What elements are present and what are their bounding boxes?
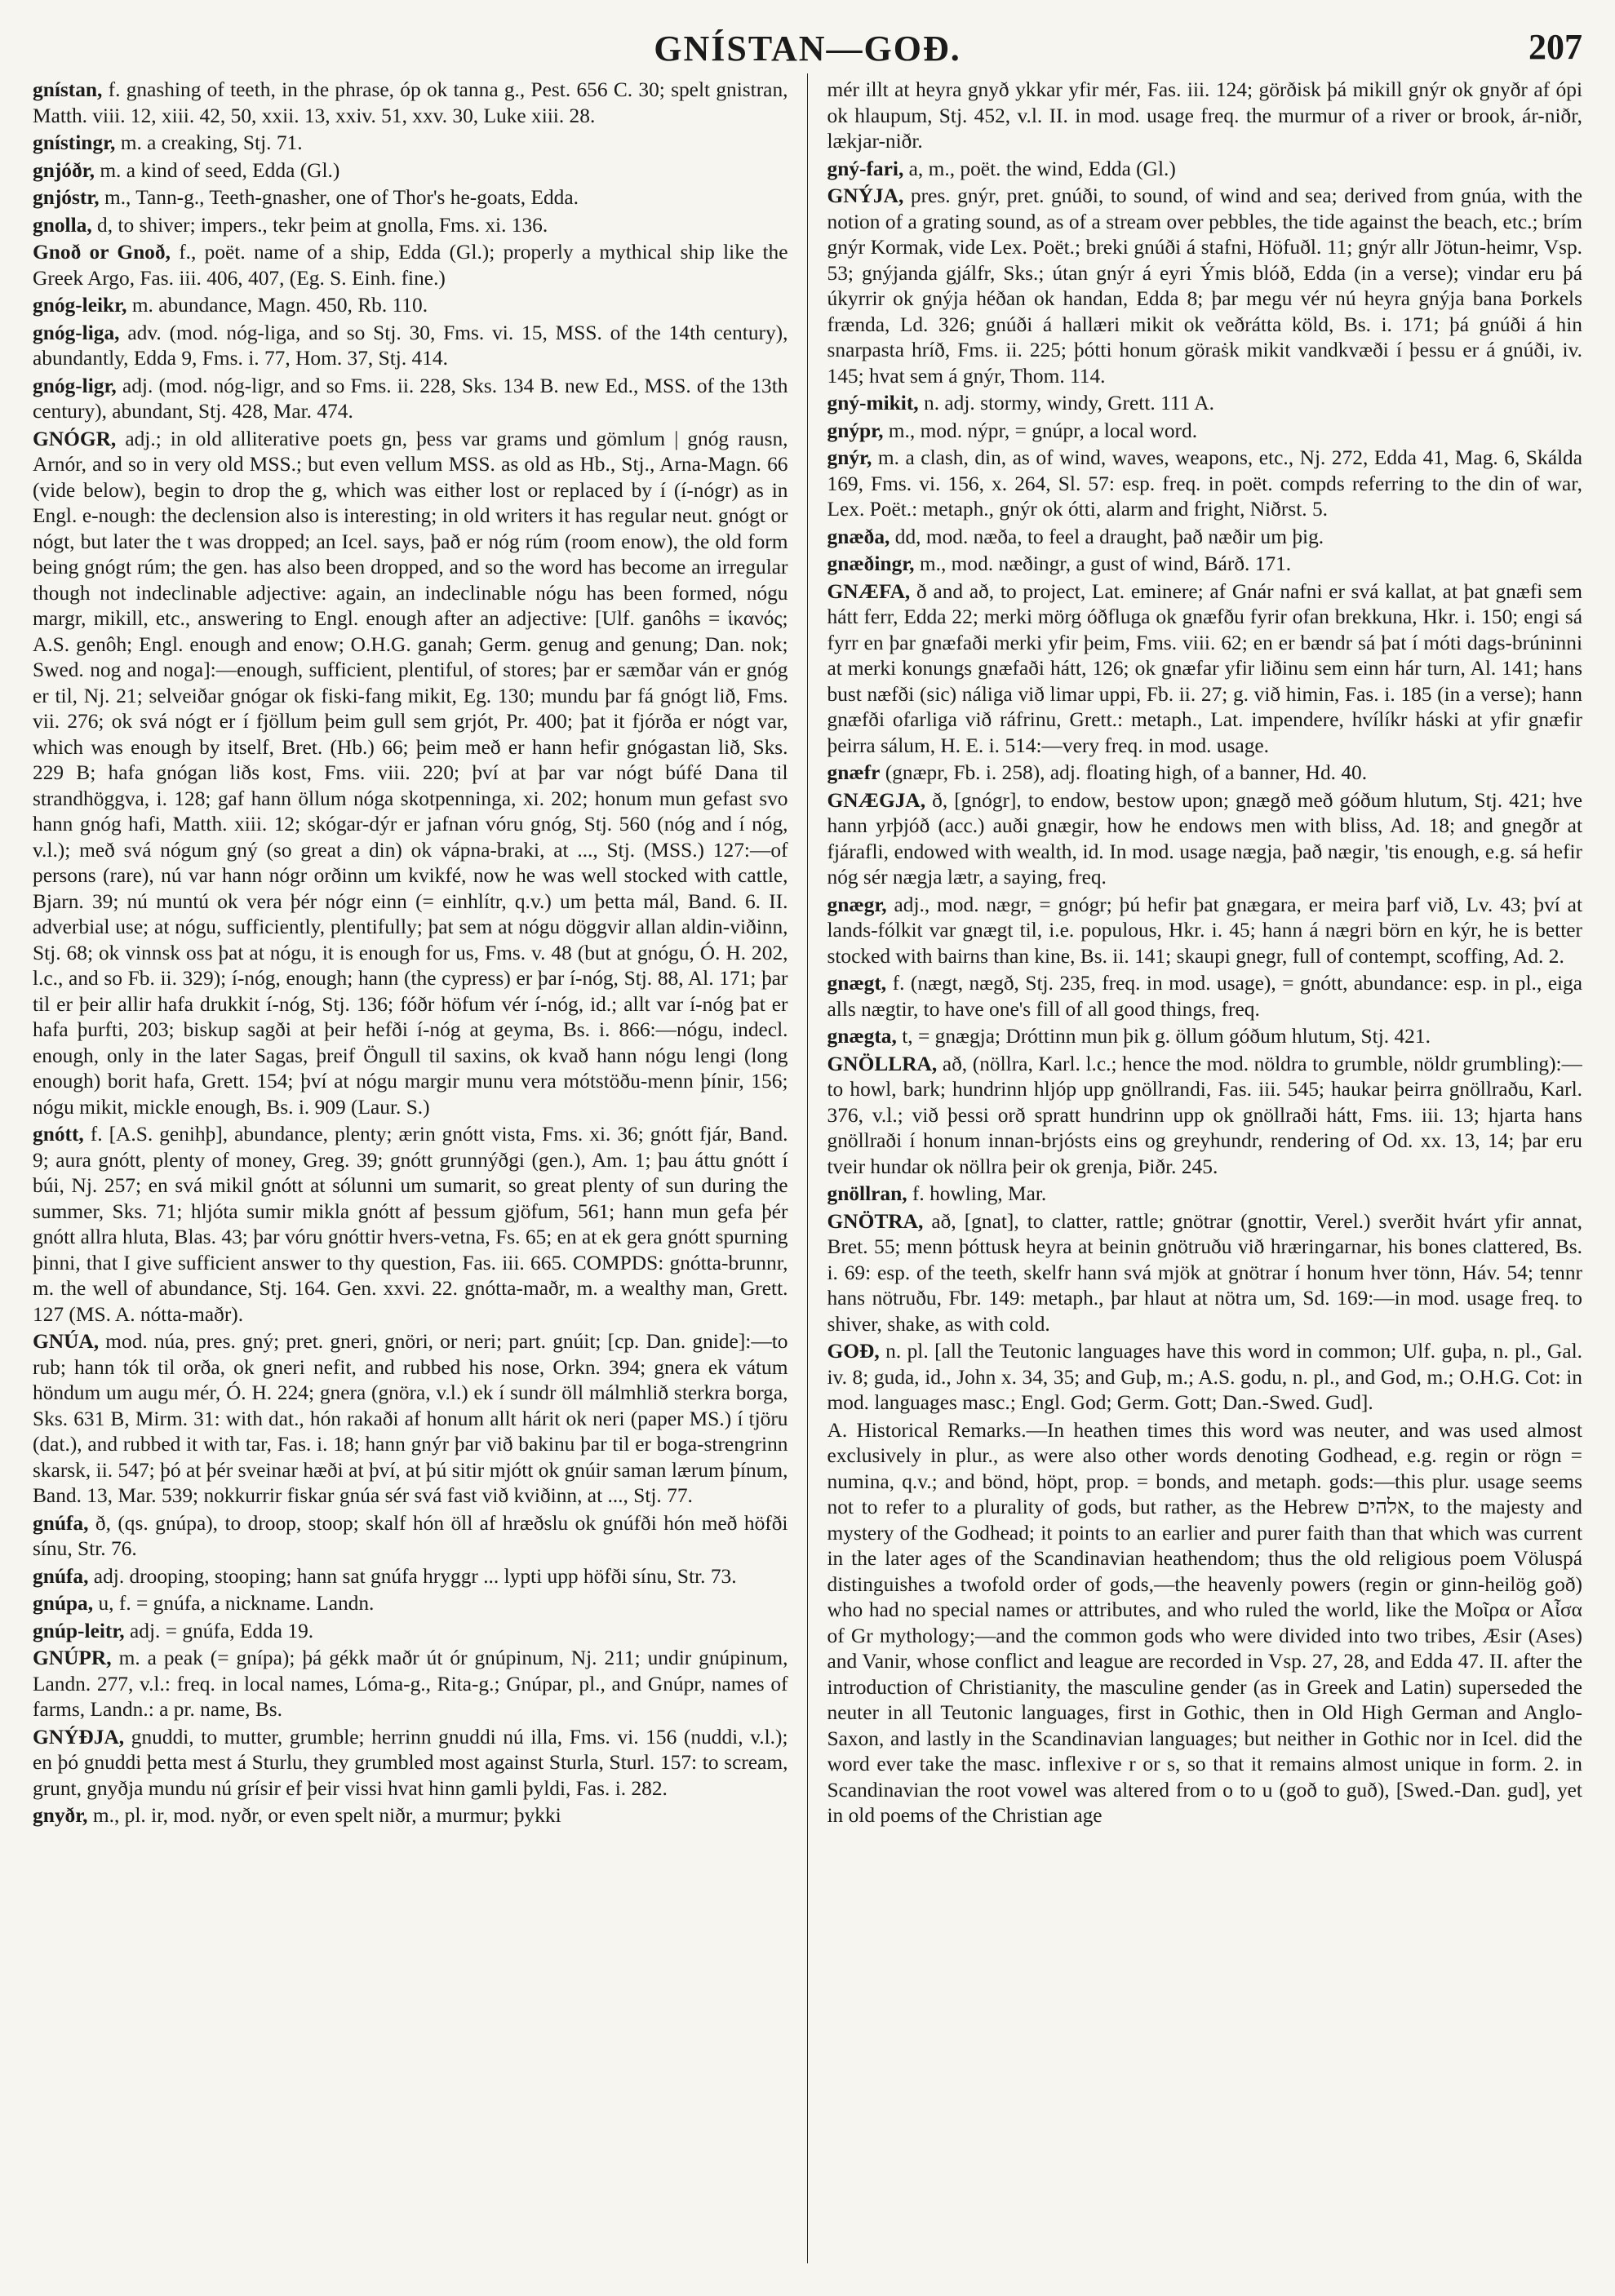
- entry-definition: dd, mod. næða, to feel a draught, það næðir um þig.: [894, 525, 1324, 548]
- entry-definition: adj. drooping, stooping; hann sat gnúfa hryggr ... lypti upp höfði sínu, Str. 73.: [93, 1564, 737, 1588]
- entry-definition: n. adj. stormy, windy, Grett. 111 A.: [924, 392, 1214, 414]
- entry-definition: gnuddi, to mutter, grumble; herrinn gnuddi nú illa, Fms. vi. 156 (nuddi, v.l.); en þó gnuddi þetta mest á Sturlu, they grumbled most against Sturla, Sturl. 157: to scream, grunt, gnyðja mundu nú grísir ef þeir vissi hvat hinn gamli þyldi, Fas. i. 282.: [33, 1725, 788, 1800]
- dictionary-entry: [827, 893, 1583, 970]
- entry-headword: gnúfa,: [33, 1511, 89, 1535]
- entry-definition: m., Tann-g., Teeth-gnasher, one of Thor's he-goats, Edda.: [104, 186, 579, 209]
- page-number: 207: [1528, 27, 1582, 67]
- entry-definition: (gnæpr, Fb. i. 258), adj. floating high, of a banner, Hd. 40.: [885, 761, 1368, 784]
- entry-headword: gnægta,: [827, 1025, 897, 1048]
- dictionary-entry: [33, 1564, 788, 1590]
- entry-headword: gný-fari,: [827, 157, 904, 180]
- entry-definition: f., poët. name of a ship, Edda (Gl.); properly a mythical ship like the Greek Argo, Fas. iii. 406, 407, (Eg. S. Einh. fine.): [33, 241, 788, 290]
- entry-definition: m., mod. nýpr, = gnúpr, a local word.: [888, 419, 1198, 442]
- entry-headword: GNÆFA,: [827, 579, 911, 603]
- dictionary-entry: [33, 321, 788, 372]
- entry-definition: d, to shiver; impers., tekr þeim at gnolla, Fms. xi. 136.: [97, 213, 548, 237]
- dictionary-entry: [33, 213, 788, 239]
- entry-definition: ð, (qs. gnúpa), to droop, stoop; skalf hón öll af hræðslu ok gnúfði hón með höfði sínu, Str. 76.: [33, 1511, 788, 1560]
- entry-headword: gnúfa,: [33, 1564, 89, 1588]
- entry-headword: gnýr,: [827, 446, 872, 469]
- entry-headword: gnúp-leitr,: [33, 1619, 125, 1642]
- entry-definition: m. abundance, Magn. 450, Rb. 110.: [131, 294, 428, 317]
- entry-definition: m. a kind of seed, Edda (Gl.): [100, 158, 340, 182]
- entry-headword: gnjóstr,: [33, 186, 100, 209]
- entry-headword: gnóg-liga,: [33, 321, 120, 344]
- left-column: [33, 78, 788, 2263]
- entry-headword: GNÆGJA,: [827, 788, 926, 812]
- entry-headword: GNÖTRA,: [827, 1209, 924, 1233]
- entry-definition: A. Historical Remarks.—In heathen times this word was neuter, and was used almost exclusively in plur., as were also other words denoting Godhead, e.g. regin or rögn = numina, q.v.; and bönd, höpt, prop. = bonds, and metaph. gods:—this plur. usage seems not to refer to a plurality of gods, but rather, as the Hebrew אלהים, to the majesty and mystery of the Godhead; it points to an earlier and purer faith than that which was current in the later ages of the Scandinavian heathendom; thus the old religious poem Völuspá distinguishes a twofold order of gods,—the heavenly powers (regin or ginn-heilög goð) who had no special names or attributes, and who ruled the world, like the Μοῖρα or Αἶσα of Gr mythology;—and the common gods who were divided into two tribes, Æsir (Ases) and Vanir, whose conflict and league are recorded in Vsp. 27, 28, and Edda 47. II. after the introduction of Christianity, the masculine gender (as in Greek and Latin) superseded the neuter in all Teutonic languages, first in Gothic, then in Old High German and Anglo-Saxon, and lastly in the Scandinavian languages; but neither in Gothic nor in Icel. did the word ever take the masc. inflexive r or s, so that it remains almost unique in form. 2. in Scandinavian the root vowel was altered from o to u (goð to guð), [Swed.-Dan. gud], yet in old poems of the Christian age: [827, 1418, 1582, 1827]
- entry-headword: gnægr,: [827, 893, 887, 916]
- entry-headword: gnolla,: [33, 213, 92, 237]
- entry-headword: gnístingr,: [33, 131, 116, 154]
- dictionary-entry: [827, 419, 1583, 445]
- entry-definition: adj. = gnúfa, Edda 19.: [130, 1619, 314, 1642]
- entry-headword: Gnoð or Gnoð,: [33, 241, 171, 264]
- dictionary-entry: [33, 293, 788, 319]
- dictionary-entry: [33, 1725, 788, 1802]
- dictionary-entry: [827, 391, 1583, 417]
- entry-definition: adv. (mod. nóg-liga, and so Stj. 30, Fms. vi. 15, MSS. of the 14th century), abundantly, Edda 9, Fms. i. 77, Hom. 37, Stj. 414.: [33, 321, 788, 370]
- entry-headword: gnæða,: [827, 525, 890, 548]
- dictionary-entry: [827, 445, 1583, 523]
- dictionary-entry: [33, 374, 788, 425]
- dictionary-entry: [827, 971, 1583, 1022]
- entry-headword: gnístan,: [33, 78, 103, 101]
- entry-headword: GNÓGR,: [33, 427, 117, 450]
- entry-definition: adj. (mod. nóg-ligr, and so Fms. ii. 228, Sks. 134 B. new Ed., MSS. of the 13th century), abundant, Stj. 428, Mar. 474.: [33, 374, 788, 423]
- dictionary-entry: [33, 1122, 788, 1328]
- entry-definition: adj.; in old alliterative poets gn, þess var grams und gömlum | gnóg rausn, Arnór, and so in very old MSS.; but even vellum MSS. as old as Hb., Stj., Arna-Magn. 66 (vide below), begin to drop the g, which was either lost or replaced by í (í-nógr) as in Engl. e-nough: the declension also is interesting; in old writers it has regular neut. gnógt or nógt, but later the t was dropped; an Icel. says, það er nóg rúm (room enow), the old form being gnógt rúm; the gen. has also been dropped, and so the word has become an irregular though not indeclinable adjective: again, an indeclinable nógu has been formed, nógu margr, mikill, etc., answering to Engl. enough after an adjective: [Ulf. ganôhs = ἱκανός; A.S. genôh; Engl. enough and enow; O.H.G. ganah; Germ. genug and genung; Dan. nok; Swed. nog and noga]:—enough, sufficient, plentiful, of stores; þar er sæmðar ván er gnóg er til, Nj. 21; selveiðar gnógar ok fiski-fang mikit, Eg. 130; mundu þar fá gnógt lið, Fms. vii. 276; ok svá nógt er í fjöllum þeim gull sem grjót, Pr. 400; þat it fjórða er nógt var, which was enough by itself, Bret. (Hb.) 66; þeim með er hann hefir gnógastan lið, Sks. 229 B; hafa gnógan liðs kost, Fms. viii. 220; því at þar var nógt búfé Dana til strandhöggva, i. 128; gaf hann öllum nóga skotpenninga, xi. 202; honum mun gefast svo hann gnóg hafi, Matth. xiii. 12; skógar-dýr er jafnan vóru gnóg, Stj. 560 (nóg and í nóg, v.l.); með svá nógum gný (so great a din) ok vápna-braki, at ..., Stj. (MSS.) 127:—of persons (rare), nú var hann nógr orðinn um kvikfé, now he was well stocked with cattle, Bjarn. 39; nú muntú ok vera þér nógr einn (= einhlítr, q.v.) um þetta mál, Band. 6. II. adverbial use; at nógu, sufficiently, plentifully; þat sem at nógu döggvir allan aldin-viðinn, Stj. 68; ok vinnsk oss þat at nógu, it is enough for us, Fms. v. 48 (but at gnógu, Ó. H. 202, l.c., and so Fb. ii. 329); í-nóg, enough; hann (the cypress) er þar í-nóg, Stj. 88, Al. 171; þar til er þeir allir hafa drukkit í-nóg, Stj. 136; fóðr höfum vér í-nóg, id.; allt var í-nóg þat er hafa þurfti, 203; biskup sagði at þeir hefði í-nóg at geyma, Bs. i. 866:—nógu, indecl. enough, only in the later Sagas, þreif Öngull til saxins, ok kvað hann nógu lengi (long enough) borit hafa, Grett. 154; því at nógu margir munu vera mótstöðu-menn þínir, 156; nógu mikit, mickle enough, Bs. i. 909 (Laur. S.): [33, 427, 788, 1119]
- dictionary-entry: [827, 78, 1583, 155]
- dictionary-entry: [33, 1511, 788, 1562]
- entry-headword: GNÚA,: [33, 1330, 100, 1353]
- dictionary-entry: [33, 1591, 788, 1617]
- entry-headword: gnóg-leikr,: [33, 294, 127, 317]
- dictionary-entry: [33, 78, 788, 129]
- entry-definition: f. gnashing of teeth, in the phrase, óp ok tanna g., Pest. 656 C. 30; spelt gnistran, Matth. viii. 12, xiii. 42, 50, xxii. 13, xxiv. 51, xxv. 30, Luke xiii. 28.: [33, 78, 788, 127]
- dictionary-entry: [33, 1803, 788, 1829]
- dictionary-entry: [33, 1329, 788, 1509]
- dictionary-entry: [827, 525, 1583, 551]
- entry-definition: ð, [gnógr], to endow, bestow upon; gnægð með góðum hlutum, Stj. 421; hve hann yrþjóð (acc.) auði gnægir, how he endows men with bliss, Ad. 18; and gnegðr at fjárafli, endowed with wealth, id. In mod. usage nægja, það nægir, 'tis enough, e.g. sá hefir nóg sér nægja lætr, a saying, freq.: [827, 788, 1582, 889]
- dictionary-entry: [827, 788, 1583, 891]
- entry-definition: mod. núa, pres. gný; pret. gneri, gnöri, or neri; part. gnúit; [cp. Dan. gnide]:—to rub; hann tók til orða, ok gneri nefit, and rubbed his nose, Orkn. 394; gnera ek vátum höndum um augu mér, Ó. H. 224; gnera (gnöra, v.l.) ek í sundr öll málmhlið sterkra borga, Sks. 631 B, Mirm. 31: with dat., hón rakaði af honum allt hárit ok neri (paper MS.) í tjöru (dat.), and rubbed it with tar, Fas. i. 18; hann gnýr þar við bakinu þar til er boga-strengrinn skarsk, ii. 547; þó at þér sveinar hæði at því, at þú sitir mjótt ok gnúir saman lærum þínum, Band. 13, Mar. 539; nokkurrir fiskar gnúa sér svá fast við kviðinn, at ..., Stj. 77.: [33, 1330, 788, 1507]
- dictionary-entry: [33, 1619, 788, 1645]
- entry-headword: GOÐ,: [827, 1340, 880, 1363]
- entry-definition: ð and að, to project, Lat. eminere; af Gnár nafni er svá kallat, at þat gnæfi sem hátt ferr, Edda 22; merki mörg óðfluga ok gnæfðu fyrir ofan brekkuna, Hkr. i. 150; engi sá fyrr en þar gnæfaði merki yfir þeim, Fms. viii. 62; en er bændr sá þat í móti dags-brúninni at merki konungs gnæfaði hátt, 126; ok gnæfar yfir liðinu sem einn hár turn, Al. 141; hans bust næfði (sic) náliga við limar uppi, Fb. ii. 27; g. við himin, Fas. i. 185 (in a verse); hann gnæfði ofarliga við ráfrinu, Grett.: metaph., Lat. impendere, hvílíkr háski at yfir gnæfir þeirra sálum, H. E. i. 514:—very freq. in mod. usage.: [827, 579, 1582, 757]
- entry-definition: adj., mod. nægr, = gnógr; þú hefir þat gnægara, er meira þarf við, Lv. 43; því at lands-fólkit var gnægt til, i.e. populous, Hkr. i. 45; hann á nægri börn en kýr, he is better stocked with bairns than kine, Bs. ii. 141; skaupi gnegr, full of contempt, scoffing, Ad. 2.: [827, 893, 1582, 968]
- entry-definition: m. a peak (= gnípa); þá gékk maðr út ór gnúpinum, Nj. 211; undir gnúpinum, Landn. 277, v.l.: freq. in local names, Lóma-g., Rita-g.; Gnúpar, pl., and Gnúpr, names of farms, Landn.: a pr. name, Bs.: [33, 1647, 788, 1721]
- entry-definition: að, [gnat], to clatter, rattle; gnötrar (gnottir, Verel.) sverðit hvárt yfir annat, Bret. 55; menn þóttusk heyra at beinin gnötruðu við hræringarnar, his bones clattered, Bs. i. 69: esp. of the teeth, skelfr hann svá mjök at gnötrar í honum hver tönn, Háv. 54; tennr hans nötruðu, Fbr. 149: metaph., þar hlaut at nötra um, Sd. 169:—in mod. usage freq. to shiver, shake, as with cold.: [827, 1209, 1582, 1336]
- dictionary-entry: [827, 579, 1583, 760]
- entry-definition: m., mod. næðingr, a gust of wind, Bárð. 171.: [919, 552, 1292, 575]
- entry-headword: gnótt,: [33, 1123, 84, 1146]
- dictionary-entry: [33, 131, 788, 157]
- entry-headword: gnýpr,: [827, 419, 884, 442]
- page-header: [33, 18, 1582, 75]
- dictionary-entry: [33, 427, 788, 1121]
- entry-headword: gnæfr: [827, 761, 881, 784]
- entry-headword: GNÚPR,: [33, 1647, 112, 1669]
- entry-headword: gný-mikit,: [827, 392, 919, 414]
- dictionary-entry: [827, 1418, 1583, 1829]
- entry-definition: f. (nægt, nægð, Stj. 235, freq. in mod. usage), = gnótt, abundance: esp. in pl., eiga alls nægtir, to have one's fill of all good things, freq.: [827, 972, 1582, 1021]
- entry-definition: m. a clash, din, as of wind, waves, weapons, etc., Nj. 272, Edda 41, Mag. 6, Skálda 169, Fms. vi. 156, x. 264, Sl. 57: esp. freq. in poët. compds referring to the din of war, Lex. Poët.: metaph., gnýr ok ótti, alarm and fright, Niðrst. 5.: [827, 446, 1582, 521]
- dictionary-entry: [33, 240, 788, 291]
- entry-definition: t, = gnægja; Dróttinn mun þik g. öllum góðum hlutum, Stj. 421.: [902, 1025, 1431, 1048]
- entry-headword: GNÝJA,: [827, 184, 904, 207]
- dictionary-entry: [827, 1339, 1583, 1416]
- dictionary-entry: [33, 185, 788, 211]
- page-title: GNÍSTAN—GOÐ.: [654, 29, 961, 69]
- entry-definition: mér illt at heyra gnyð ykkar yfir mér, Fas. iii. 124; görðisk þá mikill gnýr ok gnyðr af ópi ok hlaupum, Stj. 452, v.l. II. in mod. usage freq. the murmur of a river or brook, ár-niðr, lækjar-niðr.: [827, 78, 1582, 153]
- dictionary-entry: [827, 1181, 1583, 1208]
- entry-headword: gnjóðr,: [33, 158, 95, 182]
- dictionary-entry: [827, 760, 1583, 787]
- entry-definition: pres. gnýr, pret. gnúði, to sound, of wind and sea; derived from gnúa, with the notion of a grating sound, as of a stream over pebbles, the tide against the beach, etc.; brím gnýr Kormak, vide Lex. Poët.; breki gnúði á stafni, Höfuðl. 11; gnýr allr Jötun-heimr, Vsp. 53; gnýjanda gjálfr, Sks.; útan gnýr á eyri Ýmis blóð, Edda (in a verse); vindar eru þá úkyrrir ok gnýja héðan ok handan, Edda 8; þar megu vér nú heyra gnýja bana Þorkels frænda, Ld. 326; gnúði á hallæri mikit ok veðrátta köld, Bs. i. 171; þá gnúði á hin snarpasta hríð, Fms. ii. 225; þótti honum göraṡk mikit vandkvæði í þessu er á gnúði, iv. 145; hvat sem á gnýr, Thom. 114.: [827, 184, 1582, 388]
- dictionary-entry: [827, 552, 1583, 578]
- entry-definition: m. a creaking, Stj. 71.: [120, 131, 303, 154]
- entry-headword: gnæðingr,: [827, 552, 915, 575]
- entry-headword: gnóg-ligr,: [33, 374, 117, 397]
- entry-definition: n. pl. [all the Teutonic languages have this word in common; Ulf. guþa, n. pl., Gal. iv. 8; guda, id., John x. 34, 35; and Guþ, m.; A.S. godu, n. pl., and God, m.; O.H.G. Cot: in mod. languages masc.; Engl. God; Germ. Gott; Dan.-Swed. Gud].: [827, 1340, 1582, 1414]
- entry-headword: GNÝÐJA,: [33, 1725, 125, 1749]
- dictionary-entry: [827, 184, 1583, 389]
- dictionary-entry: [827, 1052, 1583, 1181]
- dictionary-entry: [827, 1209, 1583, 1338]
- entry-definition: a, m., poët. the wind, Edda (Gl.): [908, 157, 1176, 180]
- entry-definition: f. [A.S. genihþ], abundance, plenty; ærin gnótt vista, Fms. xi. 36; gnótt fjár, Band. 9; aura gnótt, plenty of money, Greg. 39; gnótt grunnýðgi (gen.), Am. 1; þau áttu gnótt í búi, Nj. 257; en svá mikil gnótt at sólunni um sumarit, so great plenty of sun during the summer, Sks. 71; hljóta sumir mikla gnótt af þessum gjöfum, 561; hann mun gefa þér gnótt allra hluta, Blas. 43; þar vóru gnóttir hvers-vetna, Fs. 65; en at ek gera gnótt spurning þinni, that I give sufficient answer to thy question, Fas. iii. 665. COMPDS: gnótta-brunnr, m. the well of abundance, Stj. 164. Gen. xxvi. 22. gnótta-maðr, m. a wealthy man, Grett. 127 (MS. A. nótta-maðr).: [33, 1123, 788, 1326]
- dictionary-entry: [33, 158, 788, 184]
- right-column: [827, 78, 1583, 2263]
- dictionary-entry: [827, 1024, 1583, 1050]
- dictionary-entry: [827, 157, 1583, 183]
- entry-headword: gnöllran,: [827, 1182, 907, 1205]
- dictionary-entry: [33, 1646, 788, 1723]
- entry-headword: GNÖLLRA,: [827, 1052, 938, 1075]
- dictionary-columns: [33, 78, 1582, 2263]
- entry-headword: gnyðr,: [33, 1804, 88, 1827]
- entry-headword: gnægt,: [827, 972, 887, 995]
- entry-headword: gnúpa,: [33, 1592, 94, 1615]
- entry-definition: u, f. = gnúfa, a nickname. Landn.: [98, 1592, 375, 1615]
- entry-definition: að, (nöllra, Karl. l.c.; hence the mod. nöldra to grumble, nöldr grumbling):—to howl, bark; hundrinn hljóp upp gnöllrandi, Fas. iii. 545; haukar þeirra gnöllraðu, Karl. 376, v.l.; við þessi orð spratt hundrinn upp ok gnöllraði hátt, Fms. iii. 13; hjarta hans gnöllraði í honum innan-brjósts eins og greyhundr, rendering of Od. xx. 13, 14; þar eru tveir hundar ok nöllra þeir ok grenja, Þiðr. 245.: [827, 1052, 1582, 1178]
- entry-definition: m., pl. ir, mod. nyðr, or even spelt niðr, a murmur; þykki: [92, 1804, 561, 1827]
- entry-definition: f. howling, Mar.: [912, 1182, 1047, 1205]
